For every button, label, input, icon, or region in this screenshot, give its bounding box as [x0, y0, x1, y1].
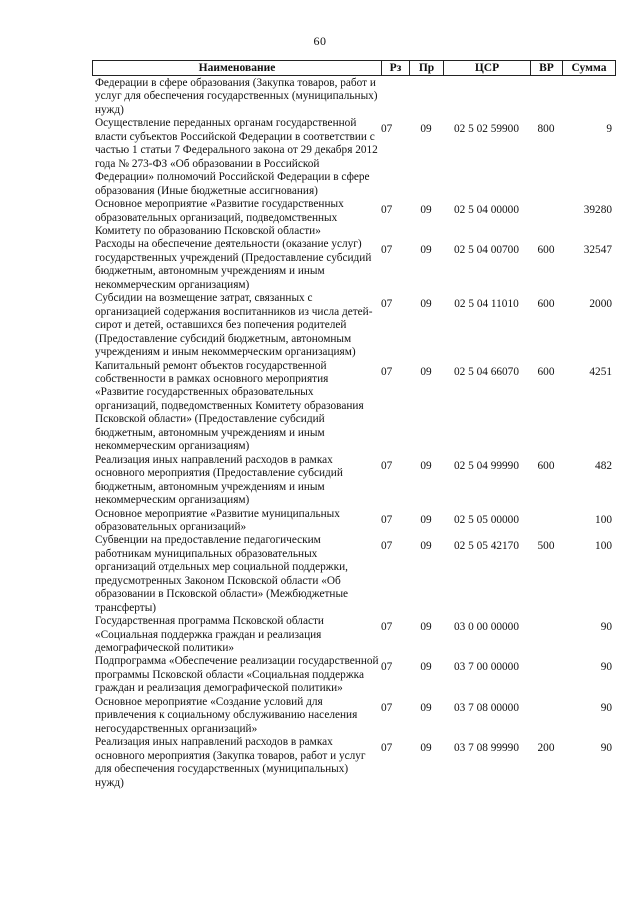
header-rz: Рз — [382, 61, 410, 75]
row-sum — [562, 77, 614, 117]
header-sum: Сумма — [571, 62, 607, 74]
row-vr — [530, 198, 562, 238]
row-vr — [530, 77, 562, 117]
row-vr — [530, 615, 562, 655]
table-row — [92, 238, 616, 292]
row-name: Осуществление переданных органам государственной власти субъектов Российской Федерации в соответствии с частью 1 статьи 7 Федерального закона от 29 декабря 2012 года № 273-ФЗ «Об образовании в Российской Федерации» полномочий Российской Федерации в сфере образования (Иные бюджетные ассигнования) — [95, 117, 378, 197]
row-pr: 09 — [420, 365, 432, 378]
row-rz: 07 — [381, 123, 393, 136]
row-sum: 39280 — [583, 204, 612, 217]
row-pr: 09 — [420, 123, 432, 136]
row-name: Реализация иных направлений расходов в рамках основного мероприятия (Закупка товаров, работ и услуг для обеспечения государственных (муниципальных) нужд) — [95, 736, 366, 789]
row-rz: 07 — [381, 513, 393, 526]
header-csr: ЦСР — [444, 61, 531, 75]
header-pr: Пр — [410, 61, 444, 75]
row-csr: 03 7 08 00000 — [454, 701, 519, 714]
row-name: Субвенции на предоставление педагогическим работникам муниципальных образовательных организаций отдельных мер социальной поддержки, предусмотренных Законом Псковской области «Об образовании в Псковской области» (Межбюджетные трансферты) — [95, 534, 349, 614]
row-csr: 02 5 04 99990 — [454, 459, 519, 472]
table-row — [92, 534, 616, 615]
table-row — [92, 198, 616, 238]
row-rz — [381, 77, 409, 117]
table-row — [92, 508, 616, 535]
row-csr: 02 5 02 59900 — [454, 123, 519, 136]
table-header — [92, 60, 616, 76]
row-csr: 03 0 00 00000 — [454, 621, 519, 634]
table-row — [92, 360, 616, 454]
row-pr: 09 — [420, 244, 432, 257]
row-name: Основное мероприятие «Развитие муниципальных образовательных организаций» — [95, 507, 340, 533]
row-rz: 07 — [381, 298, 393, 311]
row-sum: 90 — [600, 661, 612, 674]
row-pr: 09 — [420, 621, 432, 634]
row-name: Субсидии на возмещение затрат, связанных с организацией содержания воспитанников из числа детей-сирот и детей, оставшихся без попечения родителей (Предоставление субсидий бюджетным, автономным учреждениям и иным некоммерческим организациям) — [95, 292, 373, 359]
row-name: Государственная программа Псковской области «Социальная поддержка граждан и реализация демографической политики» — [95, 615, 324, 655]
row-rz: 07 — [381, 621, 393, 634]
row-rz: 07 — [381, 742, 393, 755]
row-pr: 09 — [420, 701, 432, 714]
row-vr — [530, 696, 562, 736]
row-name: Подпрограмма «Обеспечение реализации государственной программы Псковской области «Социальная поддержка граждан и реализация демографической политики» — [95, 655, 379, 695]
header-vr: ВР — [531, 61, 563, 75]
table-row — [92, 736, 616, 790]
row-csr: 02 5 04 11010 — [454, 298, 519, 311]
row-rz: 07 — [381, 661, 393, 674]
row-pr: 09 — [420, 459, 432, 472]
row-sum: 4251 — [589, 365, 612, 378]
row-csr — [443, 77, 530, 117]
row-rz: 07 — [381, 459, 393, 472]
row-pr — [409, 77, 443, 117]
row-name: Капитальный ремонт объектов государственной собственности в рамках основного мероприятия «Развитие государственных образовательных организаций, подведомственных Комитету образования Псковской области» (Предоставление субсидий бюджетным, автономным учреждениям и иным некоммерческим организациям) — [95, 359, 364, 453]
row-rz: 07 — [381, 365, 393, 378]
row-vr: 200 — [537, 742, 555, 755]
row-sum: 90 — [600, 742, 612, 755]
row-sum: 100 — [595, 513, 612, 526]
row-csr: 02 5 05 42170 — [454, 540, 519, 553]
row-csr: 03 7 00 00000 — [454, 661, 519, 674]
row-vr: 500 — [537, 540, 555, 553]
row-vr: 600 — [537, 365, 555, 378]
row-pr: 09 — [420, 298, 432, 311]
row-sum: 90 — [600, 701, 612, 714]
row-name: Основное мероприятие «Создание условий для привлечения к социальному обслуживанию населения негосударственных организаций» — [95, 695, 358, 735]
row-rz: 07 — [381, 244, 393, 257]
row-vr: 600 — [537, 298, 555, 311]
row-sum: 100 — [595, 540, 612, 553]
budget-table — [92, 60, 616, 790]
page-number: 60 — [313, 34, 327, 48]
row-csr: 02 5 04 00000 — [454, 204, 519, 217]
row-pr: 09 — [420, 540, 432, 553]
row-name: Основное мероприятие «Развитие государственных образовательных организаций, подведомственных Комитету по образованию Псковской области» — [95, 198, 344, 237]
row-pr: 09 — [420, 742, 432, 755]
table-body — [92, 77, 616, 790]
row-vr: 600 — [537, 244, 555, 257]
table-row — [92, 117, 616, 198]
row-pr: 09 — [420, 204, 432, 217]
row-vr: 600 — [537, 459, 555, 472]
row-name: Реализация иных направлений расходов в рамках основного мероприятия (Предоставление субсидий бюджетным, автономным учреждениям и иным некоммерческим организациям) — [95, 453, 343, 507]
row-rz: 07 — [381, 540, 393, 553]
row-pr: 09 — [420, 513, 432, 526]
table-row — [92, 696, 616, 736]
header-name: Наименование — [93, 61, 382, 75]
table-row — [92, 655, 616, 695]
row-csr: 02 5 04 66070 — [454, 365, 519, 378]
row-csr: 03 7 08 99990 — [454, 742, 519, 755]
row-sum: 2000 — [589, 298, 612, 311]
table-row — [92, 292, 616, 359]
row-sum: 90 — [600, 621, 612, 634]
row-rz: 07 — [381, 701, 393, 714]
row-name: Федерации в сфере образования (Закупка товаров, работ и услуг для обеспечения государственных (муниципальных) нужд) — [95, 77, 378, 116]
row-vr — [530, 655, 562, 695]
row-csr: 02 5 05 00000 — [454, 513, 519, 526]
row-name: Расходы на обеспечение деятельности (оказание услуг) государственных учреждений (Предоставление субсидий бюджетным, автономным учреждениям и иным некоммерческим организациям) — [95, 238, 372, 291]
row-rz: 07 — [381, 204, 393, 217]
row-csr: 02 5 04 00700 — [454, 244, 519, 257]
table-row — [92, 615, 616, 655]
row-sum: 9 — [606, 123, 612, 136]
table-row — [92, 454, 616, 508]
row-vr — [530, 508, 562, 535]
row-pr: 09 — [420, 661, 432, 674]
table-row — [92, 77, 616, 117]
row-sum: 32547 — [583, 244, 612, 257]
row-vr: 800 — [537, 123, 555, 136]
row-sum: 482 — [595, 459, 612, 472]
